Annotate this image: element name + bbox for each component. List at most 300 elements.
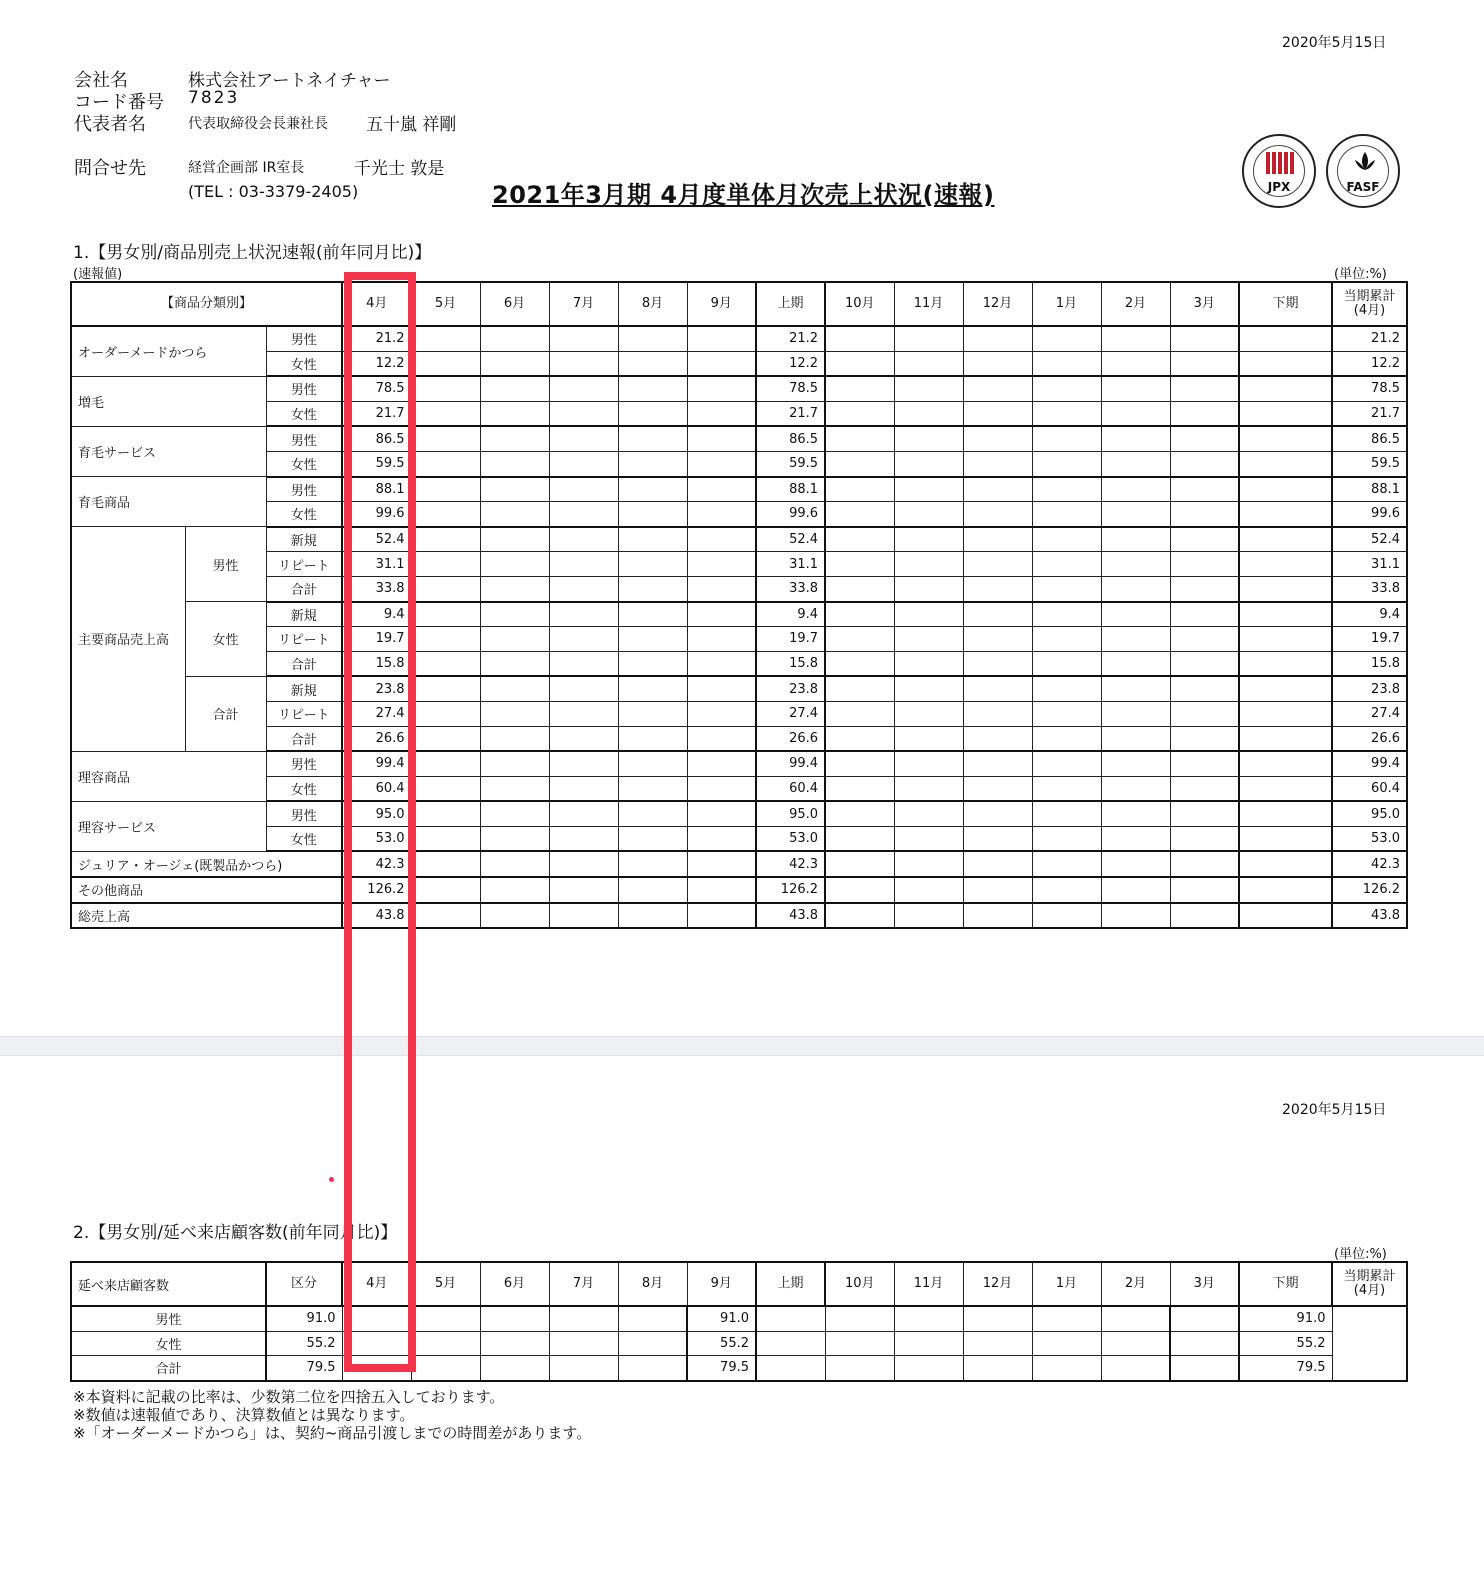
empty-cell xyxy=(1170,676,1239,701)
group-label: 理容商品 xyxy=(71,751,266,801)
empty-cell xyxy=(825,676,894,701)
group-label: 総売上高 xyxy=(71,903,342,929)
empty-cell xyxy=(1101,451,1170,476)
table-row xyxy=(71,776,1407,801)
empty-cell xyxy=(618,651,687,676)
empty-cell xyxy=(963,726,1032,751)
empty-cell xyxy=(894,877,963,903)
value-cell: 86.5 xyxy=(756,426,825,451)
visitors-group-label: 延べ来店顧客数 xyxy=(71,1262,266,1306)
empty-cell xyxy=(411,851,480,877)
empty-cell xyxy=(963,651,1032,676)
empty-cell xyxy=(549,401,618,426)
row-label: 男性 xyxy=(266,801,342,826)
jpx-logo: JPX xyxy=(1242,134,1316,208)
empty-cell xyxy=(687,801,756,826)
row-label: 女性 xyxy=(266,826,342,851)
empty-cell xyxy=(894,326,963,351)
empty-cell xyxy=(480,351,549,376)
empty-cell xyxy=(411,326,480,351)
value-cell: 99.6 xyxy=(756,502,825,527)
v-col-h2: 下期 xyxy=(1239,1262,1332,1306)
empty-cell xyxy=(687,851,756,877)
empty-cell xyxy=(963,627,1032,652)
empty-cell xyxy=(1239,426,1332,451)
empty-cell xyxy=(618,576,687,601)
empty-cell xyxy=(549,851,618,877)
empty-cell xyxy=(480,451,549,476)
empty-cell xyxy=(1032,426,1101,451)
empty-cell xyxy=(549,376,618,401)
empty-cell xyxy=(894,776,963,801)
code-value: 7823 xyxy=(188,88,240,108)
empty-cell xyxy=(549,351,618,376)
empty-cell xyxy=(411,426,480,451)
empty-cell xyxy=(894,751,963,776)
col-oct: 10月 xyxy=(825,282,894,326)
empty-cell xyxy=(411,726,480,751)
col-h2: 下期 xyxy=(1239,282,1332,326)
empty-cell xyxy=(756,1331,825,1356)
v-col-apr: 4月 xyxy=(342,1262,411,1306)
empty-cell xyxy=(1101,1331,1170,1356)
report-date-page2: 2020年5月15日 xyxy=(1282,1102,1387,1118)
empty-cell xyxy=(687,701,756,726)
empty-cell xyxy=(411,351,480,376)
empty-cell xyxy=(1032,1306,1101,1331)
empty-cell xyxy=(1101,751,1170,776)
value-cell: 52.4 xyxy=(756,527,825,552)
v-col-jan: 1月 xyxy=(1032,1262,1101,1306)
value-cell: 42.3 xyxy=(1332,851,1407,877)
empty-cell xyxy=(1032,627,1101,652)
value-cell: 79.5 xyxy=(266,1356,342,1381)
empty-cell xyxy=(1101,903,1170,929)
value-cell: 43.8 xyxy=(756,903,825,929)
value-cell: 26.6 xyxy=(342,726,411,751)
empty-cell xyxy=(1170,751,1239,776)
empty-cell xyxy=(1239,877,1332,903)
value-cell: 15.8 xyxy=(756,651,825,676)
value-cell: 21.2 xyxy=(1332,326,1407,351)
section1-note: (速報値) xyxy=(73,267,123,282)
empty-cell xyxy=(618,502,687,527)
empty-cell xyxy=(963,602,1032,627)
value-cell: 88.1 xyxy=(342,477,411,502)
empty-cell xyxy=(825,576,894,601)
empty-cell xyxy=(894,627,963,652)
empty-cell xyxy=(1170,477,1239,502)
value-cell: 95.0 xyxy=(342,801,411,826)
empty-cell xyxy=(618,351,687,376)
empty-cell xyxy=(687,351,756,376)
sales-table-body xyxy=(71,326,1407,928)
empty-cell xyxy=(687,726,756,751)
empty-cell xyxy=(1032,1331,1101,1356)
empty-cell xyxy=(963,576,1032,601)
section2-unit: (単位:%) xyxy=(1334,1247,1387,1262)
value-cell: 43.8 xyxy=(342,903,411,929)
value-cell: 99.6 xyxy=(1332,502,1407,527)
empty-cell xyxy=(1032,751,1101,776)
empty-cell xyxy=(1170,826,1239,851)
empty-cell xyxy=(618,801,687,826)
v-col-aug: 8月 xyxy=(618,1262,687,1306)
empty-cell xyxy=(1101,351,1170,376)
annotation-dot xyxy=(329,1177,334,1182)
value-cell: 27.4 xyxy=(1332,701,1407,726)
empty-cell xyxy=(894,726,963,751)
value-cell: 60.4 xyxy=(756,776,825,801)
value-cell: 21.2 xyxy=(756,326,825,351)
empty-cell xyxy=(963,477,1032,502)
empty-cell xyxy=(1101,1306,1170,1331)
empty-cell xyxy=(411,602,480,627)
empty-cell xyxy=(480,801,549,826)
empty-cell xyxy=(1101,676,1170,701)
value-cell: 33.8 xyxy=(342,576,411,601)
company-name: 株式会社アートネイチャー xyxy=(188,71,391,91)
empty-cell xyxy=(756,1356,825,1381)
empty-cell xyxy=(1239,477,1332,502)
rep-label: 代表者名 xyxy=(74,114,146,135)
empty-cell xyxy=(549,602,618,627)
value-cell: 53.0 xyxy=(342,826,411,851)
empty-cell xyxy=(1101,826,1170,851)
value-cell: 21.7 xyxy=(1332,401,1407,426)
row-label: 女性 xyxy=(266,451,342,476)
empty-cell xyxy=(825,376,894,401)
table-row xyxy=(71,326,1407,351)
jpx-bars-icon xyxy=(1266,152,1296,174)
empty-cell xyxy=(618,726,687,751)
empty-cell xyxy=(549,477,618,502)
value-cell: 12.2 xyxy=(756,351,825,376)
report-date: 2020年5月15日 xyxy=(1282,35,1387,51)
empty-cell xyxy=(687,376,756,401)
empty-cell xyxy=(687,477,756,502)
empty-cell xyxy=(825,651,894,676)
empty-cell xyxy=(1170,527,1239,552)
empty-cell xyxy=(963,1306,1032,1331)
empty-cell xyxy=(1032,376,1101,401)
value-cell: 31.1 xyxy=(342,552,411,577)
leaf-icon xyxy=(1352,150,1378,176)
empty-cell xyxy=(825,701,894,726)
empty-cell xyxy=(825,502,894,527)
v-col-oct: 10月 xyxy=(825,1262,894,1306)
empty-cell xyxy=(1170,351,1239,376)
empty-cell xyxy=(411,502,480,527)
empty-cell xyxy=(411,651,480,676)
empty-cell xyxy=(618,1306,687,1331)
table-row xyxy=(71,826,1407,851)
empty-cell xyxy=(480,376,549,401)
empty-cell xyxy=(549,1356,618,1381)
empty-cell xyxy=(687,426,756,451)
value-cell: 99.4 xyxy=(342,751,411,776)
empty-cell xyxy=(411,527,480,552)
table-row xyxy=(71,1331,1407,1356)
empty-cell xyxy=(825,877,894,903)
empty-cell xyxy=(411,401,480,426)
empty-cell xyxy=(1170,627,1239,652)
empty-cell xyxy=(1170,602,1239,627)
empty-cell xyxy=(1032,726,1101,751)
empty-cell xyxy=(411,676,480,701)
col-aug: 8月 xyxy=(618,282,687,326)
value-cell: 52.4 xyxy=(342,527,411,552)
value-cell: 19.7 xyxy=(756,627,825,652)
empty-cell xyxy=(411,451,480,476)
empty-cell xyxy=(687,751,756,776)
empty-cell xyxy=(1170,726,1239,751)
empty-cell xyxy=(411,903,480,929)
empty-cell xyxy=(618,877,687,903)
empty-cell xyxy=(411,776,480,801)
value-cell: 42.3 xyxy=(342,851,411,877)
empty-cell xyxy=(894,576,963,601)
empty-cell xyxy=(618,326,687,351)
group-label: ジュリア・オージェ(既製品かつら) xyxy=(71,851,342,877)
row-label: 男性 xyxy=(266,376,342,401)
empty-cell xyxy=(549,552,618,577)
empty-cell xyxy=(618,376,687,401)
col-jan: 1月 xyxy=(1032,282,1101,326)
empty-cell xyxy=(1239,751,1332,776)
empty-cell xyxy=(825,602,894,627)
empty-cell xyxy=(825,903,894,929)
empty-cell xyxy=(549,877,618,903)
group-label: 育毛商品 xyxy=(71,477,266,527)
table-row xyxy=(71,877,1407,903)
empty-cell xyxy=(687,877,756,903)
empty-cell xyxy=(894,1306,963,1331)
empty-cell xyxy=(1032,1356,1101,1381)
table-row xyxy=(71,376,1407,401)
empty-cell xyxy=(1032,826,1101,851)
empty-cell xyxy=(825,326,894,351)
empty-cell xyxy=(480,903,549,929)
empty-cell xyxy=(480,826,549,851)
value-cell: 23.8 xyxy=(1332,676,1407,701)
empty-cell xyxy=(1239,326,1332,351)
empty-cell xyxy=(1170,576,1239,601)
value-cell: 26.6 xyxy=(756,726,825,751)
col-dec: 12月 xyxy=(963,282,1032,326)
empty-cell xyxy=(687,676,756,701)
value-cell: 86.5 xyxy=(1332,426,1407,451)
empty-cell xyxy=(480,651,549,676)
value-cell: 23.8 xyxy=(756,676,825,701)
row-label: 男性 xyxy=(266,326,342,351)
empty-cell xyxy=(963,826,1032,851)
v-col-jun: 6月 xyxy=(480,1262,549,1306)
value-cell: 79.5 xyxy=(687,1356,756,1381)
empty-cell xyxy=(480,877,549,903)
empty-cell xyxy=(1032,527,1101,552)
col-nov: 11月 xyxy=(894,282,963,326)
table-row xyxy=(71,801,1407,826)
contact-name: 千光士 敦是 xyxy=(354,159,445,179)
empty-cell xyxy=(618,426,687,451)
table-row xyxy=(71,676,1407,701)
empty-cell xyxy=(825,426,894,451)
col-h1: 上期 xyxy=(756,282,825,326)
fasf-logo: FASF xyxy=(1326,134,1400,208)
empty-cell xyxy=(411,576,480,601)
empty-cell xyxy=(1101,726,1170,751)
row-label: 合計 xyxy=(266,726,342,751)
value-cell: 53.0 xyxy=(756,826,825,851)
empty-cell xyxy=(480,751,549,776)
col-feb: 2月 xyxy=(1101,282,1170,326)
empty-cell xyxy=(1239,776,1332,801)
empty-cell xyxy=(1239,903,1332,929)
col-ytd: 当期累計 (4月) xyxy=(1332,282,1407,326)
empty-cell xyxy=(1032,851,1101,877)
visitors-header-row xyxy=(71,1262,1407,1306)
empty-cell xyxy=(894,801,963,826)
empty-cell xyxy=(618,851,687,877)
empty-cell xyxy=(618,401,687,426)
empty-cell xyxy=(549,576,618,601)
value-cell: 86.5 xyxy=(342,426,411,451)
empty-cell xyxy=(894,451,963,476)
empty-cell xyxy=(1170,426,1239,451)
empty-cell xyxy=(963,426,1032,451)
v-col-feb: 2月 xyxy=(1101,1262,1170,1306)
row-label: 合計 xyxy=(71,1356,266,1381)
section2-title: 2.【男女別/延べ来店顧客数(前年同月比)】 xyxy=(73,1223,398,1243)
value-cell: 15.8 xyxy=(342,651,411,676)
empty-cell xyxy=(618,1356,687,1381)
table-row xyxy=(71,651,1407,676)
v-col-h1: 上期 xyxy=(756,1262,825,1306)
v-col-mar: 3月 xyxy=(1170,1262,1239,1306)
sales-table xyxy=(70,281,1408,929)
empty-cell xyxy=(1101,801,1170,826)
contact-label: 問合せ先 xyxy=(74,158,146,179)
value-cell: 9.4 xyxy=(342,602,411,627)
empty-cell xyxy=(1032,477,1101,502)
empty-cell xyxy=(549,326,618,351)
empty-cell xyxy=(618,701,687,726)
empty-cell xyxy=(1170,552,1239,577)
table-row xyxy=(71,426,1407,451)
empty-cell xyxy=(1032,701,1101,726)
value-cell: 59.5 xyxy=(342,451,411,476)
empty-cell xyxy=(894,701,963,726)
report-title: 2021年3月期 4月度単体月次売上状況(速報) xyxy=(492,181,995,209)
empty-cell xyxy=(687,602,756,627)
empty-cell xyxy=(1032,502,1101,527)
footnote: ※「オーダーメードかつら」は、契約~商品引渡しまでの時間差があります。 xyxy=(73,1424,592,1442)
value-cell: 15.8 xyxy=(1332,651,1407,676)
empty-cell xyxy=(1239,576,1332,601)
row-label: 女性 xyxy=(71,1331,266,1356)
empty-cell xyxy=(963,877,1032,903)
empty-cell xyxy=(480,602,549,627)
value-cell: 52.4 xyxy=(1332,527,1407,552)
empty-cell xyxy=(1239,726,1332,751)
empty-cell xyxy=(687,401,756,426)
empty-cell xyxy=(1101,602,1170,627)
v-col-jul: 7月 xyxy=(549,1262,618,1306)
table-row xyxy=(71,903,1407,929)
empty-cell xyxy=(480,851,549,877)
empty-cell xyxy=(963,903,1032,929)
empty-cell xyxy=(825,477,894,502)
empty-cell xyxy=(1032,877,1101,903)
visitors-table xyxy=(70,1261,1408,1382)
empty-cell xyxy=(1032,676,1101,701)
value-cell: 95.0 xyxy=(1332,801,1407,826)
table-row xyxy=(71,502,1407,527)
visitors-table-body xyxy=(71,1306,1407,1381)
empty-cell xyxy=(1239,826,1332,851)
empty-cell xyxy=(1239,851,1332,877)
empty-cell xyxy=(894,552,963,577)
empty-cell xyxy=(1239,651,1332,676)
contact-tel: (TEL : 03-3379-2405) xyxy=(188,182,359,201)
empty-cell xyxy=(1032,351,1101,376)
col-may: 5月 xyxy=(411,282,480,326)
table-row xyxy=(71,552,1407,577)
empty-cell xyxy=(411,552,480,577)
row-label: 女性 xyxy=(266,351,342,376)
empty-cell xyxy=(1101,576,1170,601)
empty-cell xyxy=(825,451,894,476)
empty-cell xyxy=(1170,701,1239,726)
empty-cell xyxy=(825,627,894,652)
col-mar: 3月 xyxy=(1170,282,1239,326)
empty-cell xyxy=(963,701,1032,726)
empty-cell xyxy=(894,527,963,552)
footnotes xyxy=(73,1388,591,1442)
empty-cell xyxy=(480,1356,549,1381)
empty-cell xyxy=(549,502,618,527)
empty-cell xyxy=(1032,326,1101,351)
empty-cell xyxy=(480,726,549,751)
empty-cell xyxy=(1170,1331,1239,1356)
empty-cell xyxy=(549,801,618,826)
empty-cell xyxy=(1239,801,1332,826)
empty-cell xyxy=(1101,851,1170,877)
empty-cell xyxy=(825,851,894,877)
v-col-ytd: 当期累計 (4月) xyxy=(1332,1262,1407,1306)
value-cell: 31.1 xyxy=(756,552,825,577)
empty-cell xyxy=(1239,401,1332,426)
empty-cell xyxy=(825,801,894,826)
group-label: 主要商品売上高 xyxy=(71,527,185,751)
empty-cell xyxy=(549,1306,618,1331)
empty-cell xyxy=(618,552,687,577)
table-row xyxy=(71,851,1407,877)
row-label: 女性 xyxy=(266,776,342,801)
empty-cell xyxy=(894,477,963,502)
group-label: 理容サービス xyxy=(71,801,266,851)
page-separator xyxy=(0,1036,1484,1056)
empty-cell xyxy=(963,376,1032,401)
table-row xyxy=(71,1306,1407,1331)
empty-cell xyxy=(549,651,618,676)
empty-cell xyxy=(1239,351,1332,376)
footnote: ※本資料に記載の比率は、少数第二位を四捨五入しております。 xyxy=(73,1388,505,1406)
empty-cell xyxy=(1170,801,1239,826)
value-cell: 31.1 xyxy=(1332,552,1407,577)
sub-group-label: 男性 xyxy=(185,527,266,602)
